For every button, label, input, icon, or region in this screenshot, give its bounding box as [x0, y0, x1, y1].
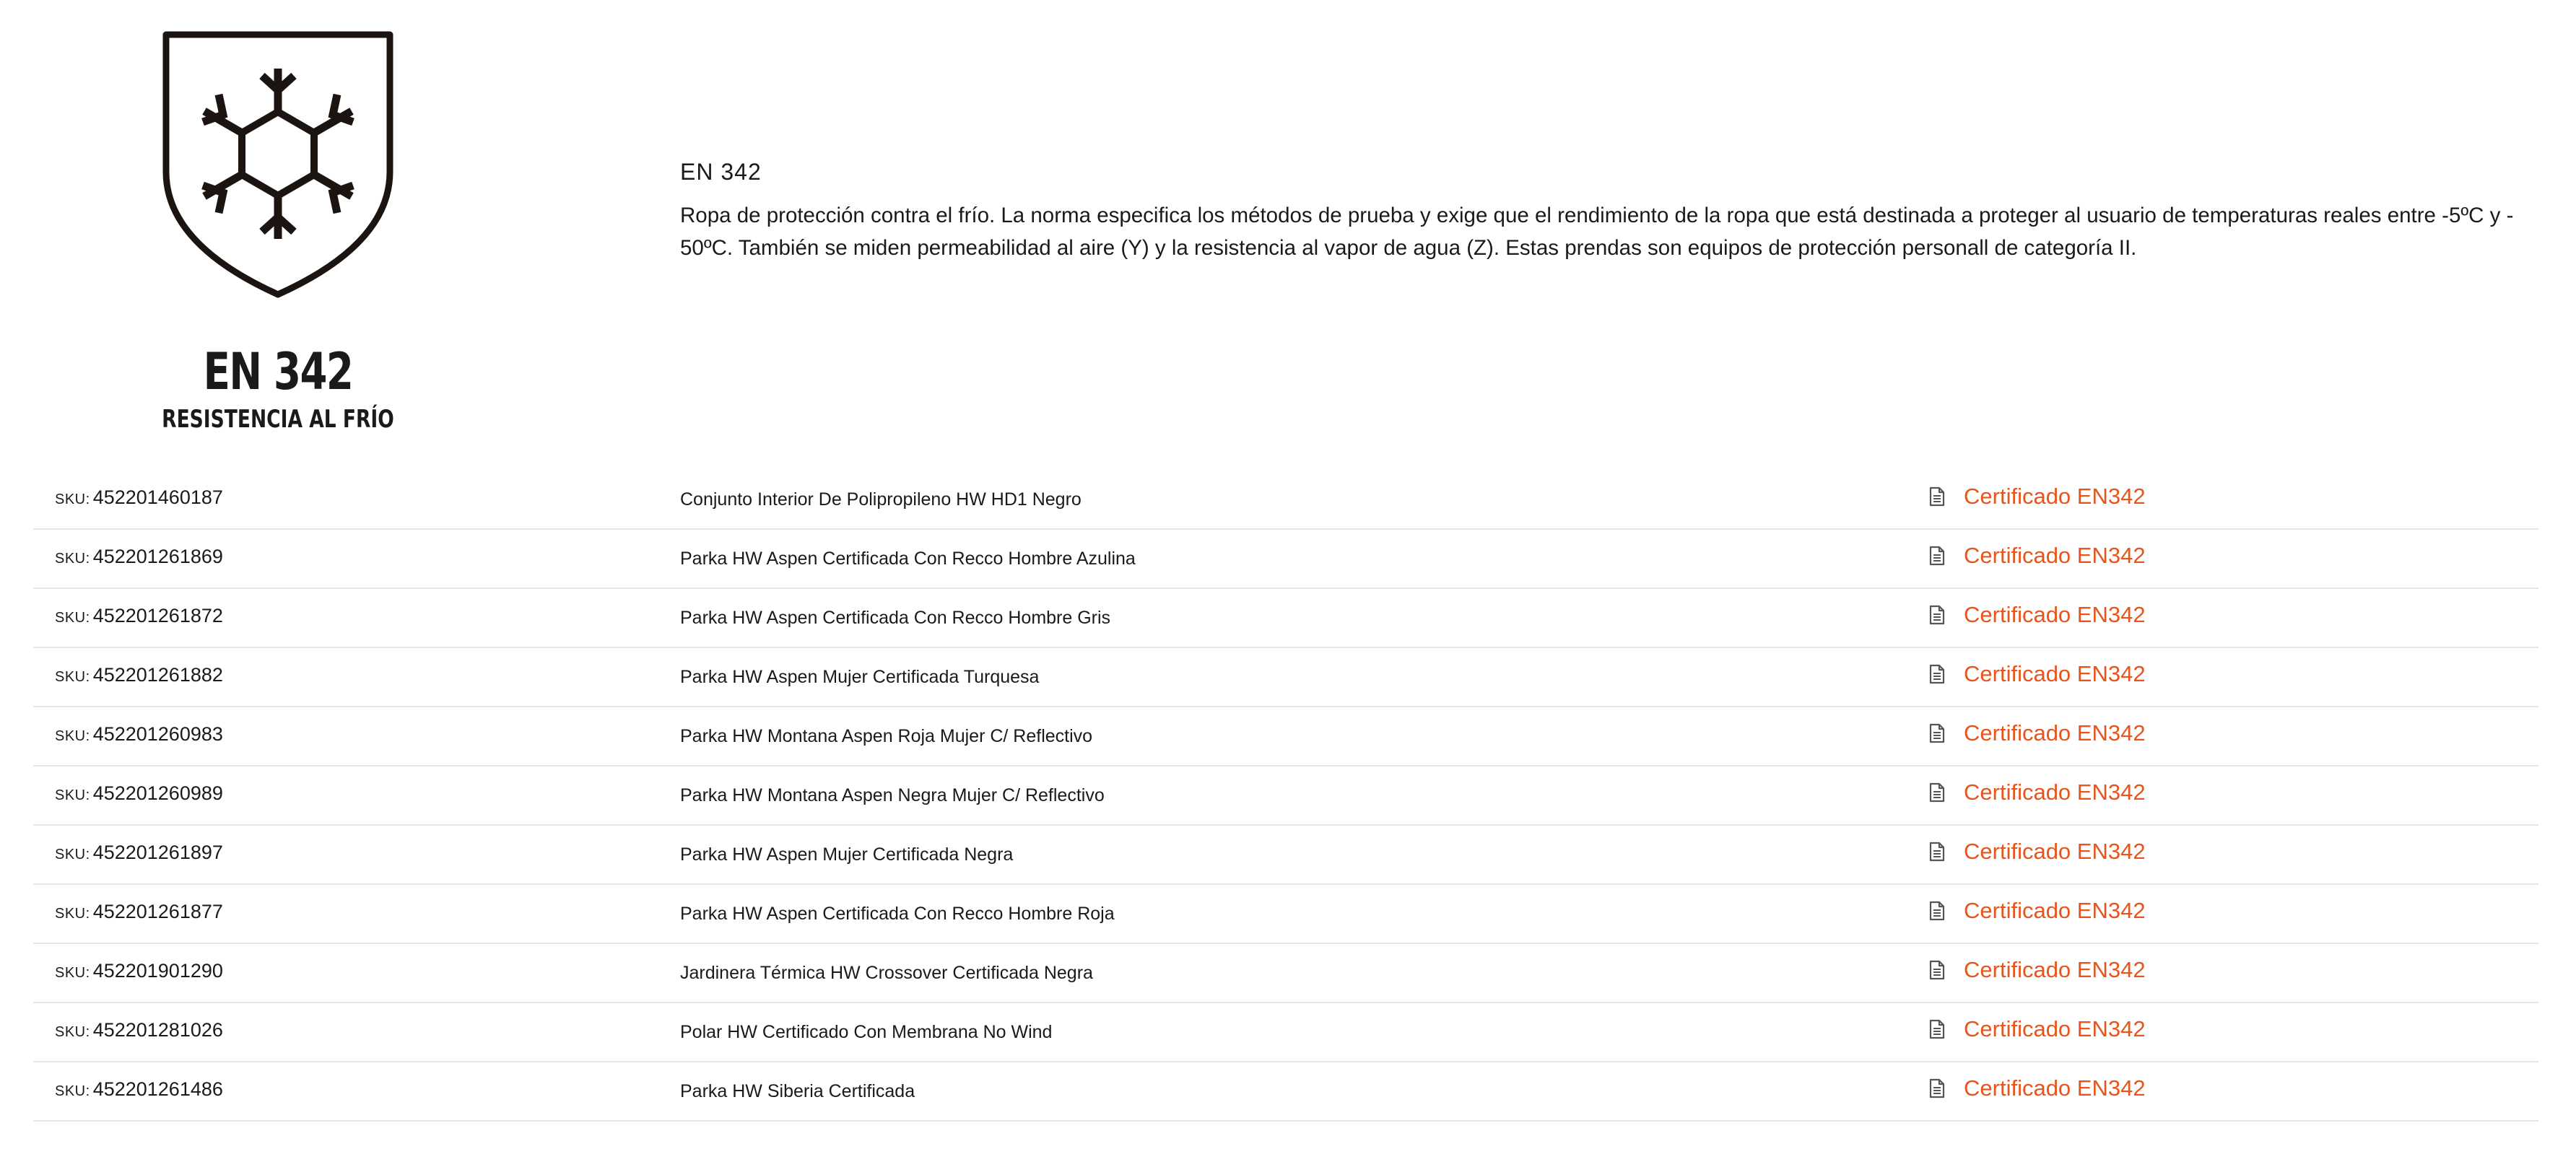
product-name: Parka HW Siberia Certificada — [680, 1081, 915, 1101]
sku-value: 452201901290 — [92, 960, 223, 982]
product-name: Jardinera Térmica HW Crossover Certificada Negra — [680, 963, 1093, 983]
sku-value: 452201261486 — [92, 1078, 223, 1100]
product-name: Parka HW Montana Aspen Negra Mujer C/ Reflectivo — [680, 785, 1105, 805]
document-icon — [1929, 842, 1945, 862]
product-name: Parka HW Aspen Certificada Con Recco Hombre Gris — [680, 608, 1111, 628]
document-icon — [1929, 960, 1945, 980]
sku-cell — [55, 782, 223, 805]
sku-value: 452201281026 — [92, 1019, 223, 1041]
certificate-link-label: Certificado EN342 — [1964, 720, 2146, 746]
product-name: Polar HW Certificado Con Membrana No Wind — [680, 1022, 1053, 1042]
sku-label: SKU: — [55, 906, 90, 922]
standard-code: EN 342 — [680, 159, 762, 185]
badge-subtitle: RESISTENCIA AL FRÍO — [162, 405, 394, 434]
certificate-link[interactable] — [1929, 661, 2146, 687]
product-name: Parka HW Aspen Mujer Certificada Negra — [680, 844, 1014, 865]
sku-value: 452201260989 — [92, 782, 223, 804]
sku-cell — [55, 842, 223, 864]
sku-value: 452201261882 — [92, 664, 223, 686]
sku-cell — [55, 901, 223, 923]
sku-cell — [55, 1019, 223, 1041]
product-name: Parka HW Montana Aspen Roja Mujer C/ Reflectivo — [680, 726, 1093, 746]
certificate-link[interactable] — [1929, 898, 2146, 924]
certificate-link-label: Certificado EN342 — [1964, 661, 2146, 686]
sku-label: SKU: — [55, 669, 90, 685]
sku-label: SKU: — [55, 492, 90, 507]
sku-cell — [55, 486, 223, 509]
table-row — [33, 589, 2538, 648]
sku-cell — [55, 1078, 223, 1101]
certificate-link-label: Certificado EN342 — [1964, 1016, 2146, 1041]
certificate-link[interactable] — [1929, 602, 2146, 628]
certificate-link[interactable] — [1929, 484, 2146, 510]
certificate-link-label: Certificado EN342 — [1964, 898, 2146, 923]
sku-value: 452201261897 — [92, 842, 223, 863]
document-icon — [1929, 546, 1945, 566]
certificate-link-label: Certificado EN342 — [1964, 484, 2146, 509]
table-row — [33, 826, 2538, 885]
certificate-link-label: Certificado EN342 — [1964, 957, 2146, 982]
sku-cell — [55, 664, 223, 686]
table-row — [33, 944, 2538, 1003]
sku-value: 452201261869 — [92, 546, 223, 567]
sku-label: SKU: — [55, 847, 90, 862]
certificate-link[interactable] — [1929, 1075, 2146, 1101]
document-icon — [1929, 782, 1945, 803]
sku-value: 452201261877 — [92, 901, 223, 922]
table-row — [33, 885, 2538, 944]
certificate-link[interactable] — [1929, 543, 2146, 569]
certificate-link-label: Certificado EN342 — [1964, 602, 2146, 627]
sku-value: 452201261872 — [92, 605, 223, 626]
sku-value: 452201460187 — [92, 486, 223, 508]
document-icon — [1929, 901, 1945, 921]
sku-cell — [55, 605, 223, 627]
document-icon — [1929, 486, 1945, 507]
table-row — [33, 471, 2538, 530]
sku-label: SKU: — [55, 787, 90, 803]
sku-cell — [55, 546, 223, 568]
standard-description: Ropa de protección contra el frío. La norma especifica los métodos de prueba y exige que el rendimiento de la ropa que está destinada a proteger al usuario de temperaturas reales entre -5ºC y - 50ºC. También se miden permeabilidad al aire (Y) y la resistencia al vapor de agua (Z). Estas prendas son equipos de protección personall de categoría II. — [680, 204, 2514, 260]
document-icon — [1929, 605, 1945, 625]
sku-label: SKU: — [55, 1024, 90, 1040]
document-icon — [1929, 664, 1945, 684]
certificate-link[interactable] — [1929, 720, 2146, 746]
sku-label: SKU: — [55, 728, 90, 744]
certificate-link[interactable] — [1929, 839, 2146, 865]
sku-cell — [55, 960, 223, 982]
certificate-link[interactable] — [1929, 1016, 2146, 1042]
product-table — [33, 471, 2538, 1122]
product-name: Parka HW Aspen Certificada Con Recco Hombre Roja — [680, 904, 1115, 924]
table-row — [33, 766, 2538, 826]
sku-label: SKU: — [55, 551, 90, 567]
table-row — [33, 1062, 2538, 1122]
document-icon — [1929, 723, 1945, 743]
certificate-link-label: Certificado EN342 — [1964, 543, 2146, 568]
product-name: Parka HW Aspen Mujer Certificada Turquesa — [680, 667, 1040, 687]
table-row — [33, 707, 2538, 766]
snowflake-shield-icon — [159, 27, 397, 302]
table-row — [33, 648, 2538, 707]
sku-value: 452201260983 — [92, 723, 223, 745]
certificate-link-label: Certificado EN342 — [1964, 839, 2146, 864]
document-icon — [1929, 1078, 1945, 1098]
certificate-link-label: Certificado EN342 — [1964, 779, 2146, 805]
table-row — [33, 1003, 2538, 1062]
sku-label: SKU: — [55, 965, 90, 981]
table-row — [33, 530, 2538, 589]
sku-label: SKU: — [55, 1083, 90, 1099]
certificate-link-label: Certificado EN342 — [1964, 1075, 2146, 1101]
product-name: Parka HW Aspen Certificada Con Recco Hombre Azulina — [680, 549, 1136, 569]
sku-cell — [55, 723, 223, 746]
document-icon — [1929, 1019, 1945, 1039]
certificate-link[interactable] — [1929, 779, 2146, 805]
certificate-link[interactable] — [1929, 957, 2146, 983]
product-name: Conjunto Interior De Polipropileno HW HD1 Negro — [680, 489, 1082, 510]
sku-label: SKU: — [55, 610, 90, 626]
badge-title: EN 342 — [203, 342, 353, 401]
